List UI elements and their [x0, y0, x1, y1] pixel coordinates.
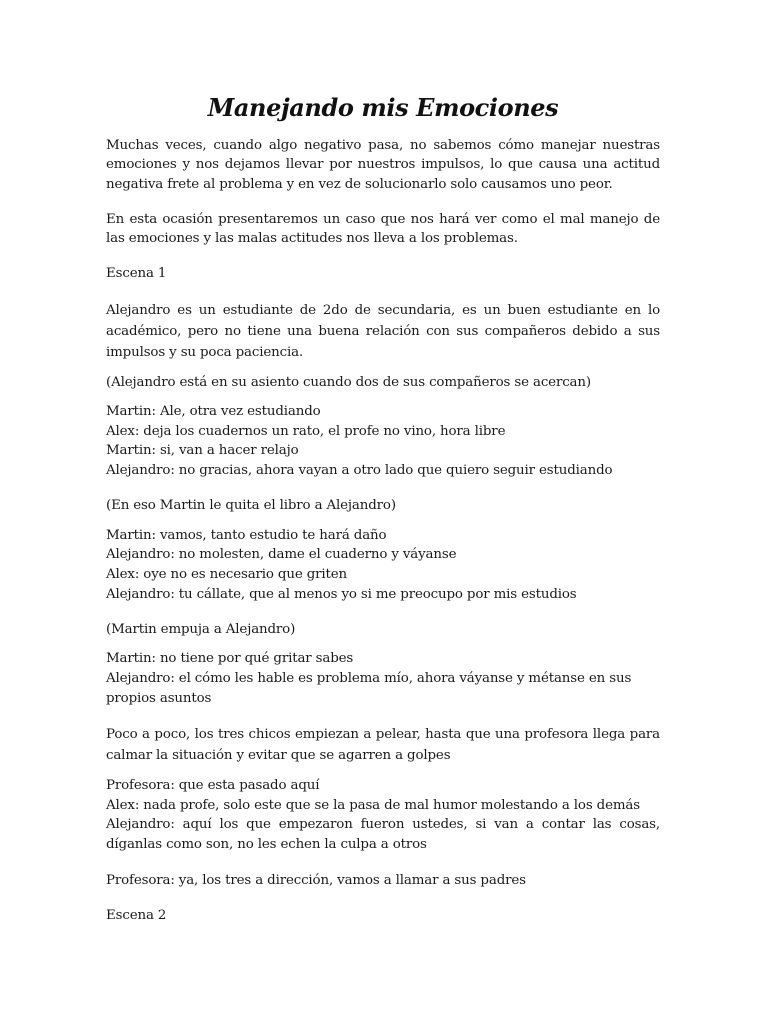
- dialogue-line: Profesora: que esta pasado aquí: [106, 778, 320, 794]
- dialogue-block-4: [106, 776, 660, 854]
- dialogue-line: Alex: nada profe, solo este que se la pasa de mal humor molestando a los demás: [106, 797, 640, 813]
- intro-paragraph-2: En esta ocasión presentaremos un caso que nos hará ver como el mal manejo de las emociones y las malas actitudes nos lleva a los problemas.: [106, 211, 660, 247]
- scene-2-heading: Escena 2: [106, 907, 167, 923]
- dialogue-line: Alejandro: tu cállate, que al menos yo si me preocupo por mis estudios: [106, 586, 577, 602]
- dialogue-line: Martin: si, van a hacer relajo: [106, 443, 299, 459]
- stage-direction-2: (En eso Martin le quita el libro a Alejandro): [106, 498, 396, 514]
- stage-direction-3: (Martin empuja a Alejandro): [106, 622, 296, 638]
- narration-paragraph: Poco a poco, los tres chicos empiezan a pelear, hasta que una profesora llega para calmar la situación y evitar que se agarren a golpes: [106, 727, 660, 764]
- dialogue-line: Alejandro: no molesten, dame el cuaderno y váyanse: [106, 547, 457, 563]
- intro-paragraph-1: Muchas veces, cuando algo negativo pasa, no sabemos cómo manejar nuestras emociones y nos dejamos llevar por nuestros impulsos, lo que causa una actitud negativa frete al problema y en vez de solucionarlo solo causamos uno peor.: [106, 138, 660, 192]
- dialogue-line: Martin: vamos, tanto estudio te hará daño: [106, 527, 387, 543]
- dialogue-line: Martin: no tiene por qué gritar sabes: [106, 651, 354, 667]
- dialogue-line: Alex: deja los cuadernos un rato, el profe no vino, hora libre: [106, 423, 506, 439]
- dialogue-block-2: [106, 526, 660, 604]
- dialogue-line: Alejandro: no gracias, ahora vayan a otro lado que quiero seguir estudiando: [106, 462, 613, 478]
- dialogue-block-1: [106, 402, 660, 480]
- stage-direction-1: (Alejandro está en su asiento cuando dos de sus compañeros se acercan): [106, 374, 591, 390]
- dialogue-line: Alejandro: el cómo les hable es problema mío, ahora váyanse y métanse en sus propios asuntos: [106, 671, 632, 706]
- scene-1-description: Alejandro es un estudiante de 2do de secundaria, es un buen estudiante en lo académico, pero no tiene una buena relación con sus compañeros debido a sus impulsos y su poca paciencia.: [106, 302, 660, 360]
- dialogue-line: Alex: oye no es necesario que griten: [106, 566, 347, 582]
- scene-1-heading: Escena 1: [106, 266, 167, 282]
- closing-line: Profesora: ya, los tres a dirección, vamos a llamar a sus padres: [106, 872, 526, 888]
- dialogue-line: Alejandro: aquí los que empezaron fueron ustedes, si van a contar las cosas, díganlas como son, no les echen la culpa a otros: [106, 817, 660, 852]
- dialogue-block-3: [106, 649, 660, 708]
- dialogue-line: Martin: Ale, otra vez estudiando: [106, 404, 321, 420]
- document-title: Manejando mis Emociones: [207, 93, 559, 122]
